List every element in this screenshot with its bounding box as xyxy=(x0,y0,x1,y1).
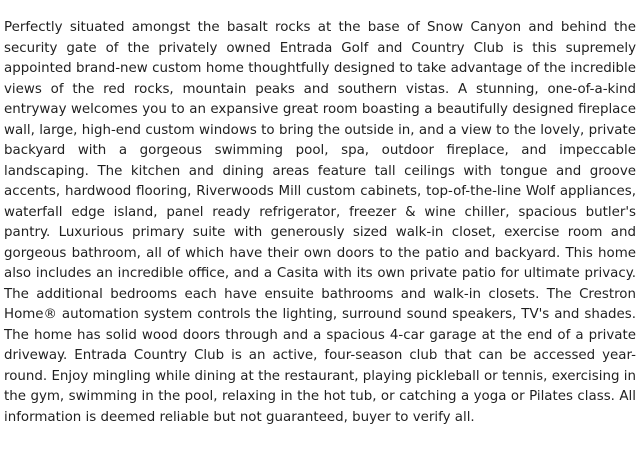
listing-description: Perfectly situated amongst the basalt rocks at the base of Snow Canyon and behind the security gate of the privately owned Entrada Golf and Country Club is this supremely appointed brand-new custom home thoughtfully designed to take advantage of the incredible views of the red rocks, mountain peaks and southern vistas. A stunning, one-of-a-kind entryway welcomes you to an expansive great room boasting a beautifully designed fireplace wall, large, high-end custom windows to bring the outside in, and a view to the lovely, private backyard with a gorgeous swimming pool, spa, outdoor fireplace, and impeccable landscaping. The kitchen and dining areas feature tall ceilings with tongue and groove accents, hardwood flooring, Riverwoods Mill custom cabinets, top-of-the-line Wolf appliances, waterfall edge island, panel ready refrigerator, freezer & wine chiller, spacious butler's pantry. Luxurious primary suite with generously sized walk-in closet, exercise room and gorgeous bathroom, all of which have their own doors to the patio and backyard. This home also includes an incredible office, and a Casita with its own private patio for ultimate privacy. The additional bedrooms each have ensuite bathrooms and walk-in closets. The Crestron Home® automation system controls the lighting, surround sound speakers, TV's and shades. The home has solid wood doors through and a spacious 4-car garage at the end of a private driveway. Entrada Country Club is an active, four-season club that can be accessed year-round. Enjoy mingling while dining at the restaurant, playing pickleball or tennis, exercising in the gym, swimming in the pool, relaxing in the hot tub, or catching a yoga or Pilates class. All information is deemed reliable but not guaranteed, buyer to verify all. xyxy=(4,20,636,425)
